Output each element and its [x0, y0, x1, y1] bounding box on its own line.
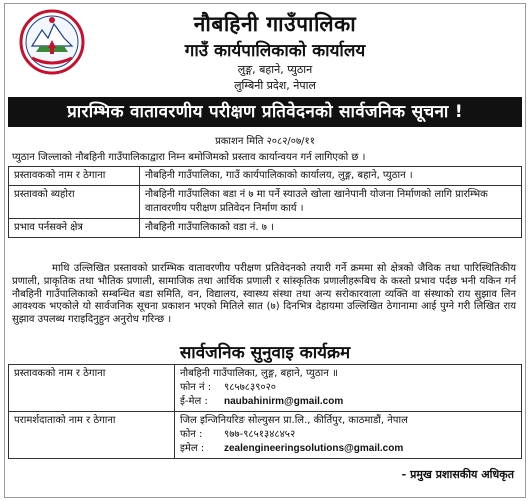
- office-address: लुङ्ग, बहाने, प्युठान: [237, 63, 313, 76]
- proponent-name: नौबहिनी गाउँपालिका, लुङ्ग, बहाने, प्युठान ॥: [180, 368, 338, 379]
- publication-date: प्रकाशन मिति २०८२/०७/११: [215, 136, 315, 147]
- province-line: लुम्बिनी प्रदेश, नेपाल: [234, 79, 316, 92]
- row-label: प्रभाव पर्नसक्ने क्षेत्र: [9, 219, 140, 238]
- table-row: [9, 186, 522, 219]
- row-label: प्रस्तावको ब्यहोरा: [9, 186, 140, 219]
- consultant-phone: ९७७-९८५१३४८४५२: [224, 429, 296, 440]
- proponent-phone-line: [180, 381, 516, 395]
- table-row: [9, 365, 522, 412]
- table-row: [9, 167, 522, 186]
- project-info-table: [8, 166, 522, 238]
- row-label: प्रस्तावकको नाम र ठेगाना: [9, 167, 140, 186]
- notice-title-banner: प्रारम्भिक वातावरणीय परीक्षण प्रतिवेदनको सार्वजनिक सूचना !: [8, 97, 522, 127]
- proponent-email: naubahinirm@gmail.com: [224, 396, 344, 407]
- phone-label: फोन नं :: [180, 382, 212, 393]
- proponent-details: [175, 365, 522, 412]
- office-name: गाउँ कार्यपालिकाको कार्यालय: [184, 41, 366, 61]
- consultant-email: zealengineeringsolutions@gmail.com: [224, 443, 404, 454]
- hearing-title: सार्वजनिक सुनुवाइ कार्यक्रम: [179, 343, 351, 363]
- consultant-email-line: [180, 442, 516, 456]
- consultant-label: परामर्शदाताको नाम र ठेगाना: [9, 412, 175, 459]
- table-row: [9, 412, 522, 459]
- signatory: - प्रमुख प्रशासकीय अधिकृत: [401, 468, 514, 481]
- proponent-label: प्रस्तावकको नाम र ठेगाना: [9, 365, 175, 412]
- body-paragraph: माथि उल्लिखित प्रस्तावको प्रारम्भिक वातावरणीय परीक्षण प्रतिवेदनको तयारी गर्ने क्रममा सो क्षेत्रको जैविक तथा पारिस्थितिकीय प्रणाली, प्राकृतिक तथा भौतिक प्रणाली, सामाजिक तथा आर्थिक प्रणाली र सांस्कृतिक प्रणालीहरूबिच के कस्तो प्रभाव पर्दछ भनी यकिन गर्न नौबहिनी गाउँपालिकाको सम्बन्धित बडा समिति, वन, विद्यालय, स्वास्थ्य संस्था तथा अन्य सरोकारवाला व्यक्ति वा संस्थाको राय सुझाव लिन आवश्यक भएकोले यो सार्वजनिक सूचना प्रकाशन भएको मितिले सात (७) दिनभित्र देहायमा उल्लिखित ठेगानामा आई पुग्ने गरी लिखित राय सुझाव उपलब्ध गराइदिनुहुन अनुरोध गरिन्छ ।: [12, 263, 516, 326]
- proponent-email-line: [180, 395, 516, 409]
- consultant-name: जिल इन्जिनियरिङ सोल्युसन प्रा.लि., कीर्तिपुर, काठमाडौं, नेपाल: [180, 415, 408, 426]
- consultant-details: [175, 412, 522, 459]
- table-row: [9, 219, 522, 238]
- hearing-table: [8, 364, 522, 459]
- row-value: नौबहिनी गाउँपालिका बडा नं ७ मा पर्ने स्याउले खोला खानेपानी योजना निर्माणको लागि प्रारम्भिक वातावरणीय परीक्षण प्रतिवेदन निर्माण कार्य ।: [140, 186, 522, 219]
- nepal-government-emblem-icon: [18, 8, 86, 76]
- org-name: नौबहिनी गाउँपालिका: [193, 12, 357, 36]
- row-value: नौबहिनी गाउँपालिकाको वडा नं. ७ ।: [140, 219, 522, 238]
- row-value: नौबहिनी गाउँपालिका, गाउँ कार्यपालिकाको कार्यालय, लुङ्ग, बहाने, प्युठान ।: [140, 167, 522, 186]
- email-label: ई-मेल :: [180, 396, 208, 407]
- email-label: इमेल :: [180, 443, 205, 454]
- proponent-phone: ९८५७८३९०२०: [224, 382, 276, 393]
- intro-line: प्युठान जिल्लाको नौबहिनी गाउँपालिकाद्वारा निम्न बमोजिमको प्रस्ताव कार्यान्वयन गर्न लागिएको छ ।: [12, 152, 366, 163]
- phone-label: फोन :: [180, 429, 203, 440]
- consultant-phone-line: [180, 428, 516, 442]
